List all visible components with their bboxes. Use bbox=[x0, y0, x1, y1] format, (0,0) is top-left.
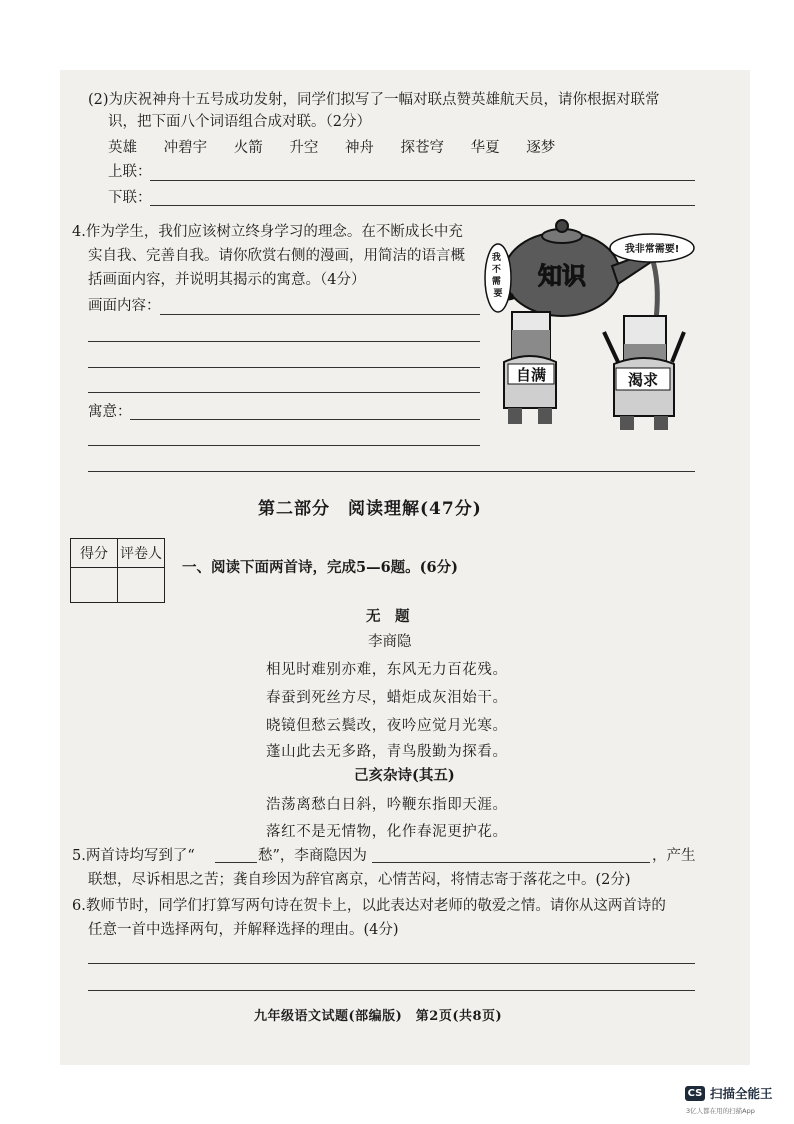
q5-blank-1[interactable] bbox=[215, 862, 257, 863]
picture-content-label: 画面内容： bbox=[88, 298, 161, 314]
bubble-char: 需 bbox=[491, 277, 501, 287]
upper-couplet-answer-line[interactable] bbox=[150, 180, 695, 181]
left-person-label: 自满 bbox=[515, 366, 547, 384]
q5-blank-2[interactable] bbox=[372, 862, 650, 863]
word: 火箭 bbox=[233, 140, 263, 156]
score-header: 得分 bbox=[71, 539, 118, 568]
answer-line[interactable] bbox=[160, 314, 480, 315]
poem-line: 春蚕到死丝方尽，蜡炬成灰泪始干。 bbox=[266, 690, 508, 706]
poem-line: 相见时难别亦难，东风无力百花残。 bbox=[266, 662, 508, 678]
right-bubble-text: 我非常需要! bbox=[624, 244, 680, 255]
word: 英雄 bbox=[108, 140, 137, 156]
answer-line[interactable] bbox=[88, 445, 480, 446]
part2-title: 第二部分 阅读理解(47分) bbox=[258, 499, 482, 519]
poem1-title: 无 题 bbox=[366, 608, 410, 625]
cartoon-illustration bbox=[484, 212, 696, 434]
answer-line[interactable] bbox=[88, 341, 480, 342]
lower-couplet-answer-line[interactable] bbox=[150, 205, 695, 206]
word: 升空 bbox=[289, 140, 319, 156]
score-box bbox=[70, 538, 165, 603]
q4-line3: 括画面内容，并说明其揭示的寓意。（4分） bbox=[88, 272, 366, 288]
bubble-char: 要 bbox=[493, 289, 503, 299]
q3-2-prompt-line2: 识，把下面八个词语组合成对联。（2分） bbox=[108, 114, 371, 130]
answer-line[interactable] bbox=[88, 471, 695, 472]
upper-couplet-label: 上联： bbox=[108, 164, 152, 180]
word: 逐梦 bbox=[526, 140, 556, 156]
poem-line: 蓬山此去无多路，青鸟殷勤为探看。 bbox=[266, 744, 508, 760]
answer-line[interactable] bbox=[88, 990, 695, 991]
right-person-label: 渴求 bbox=[627, 371, 659, 389]
word: 冲碧宇 bbox=[163, 140, 208, 156]
q5-line2: 联想，尽诉相思之苦；龚自珍因为辞官离京，心情苦闷，将情志寄于落花之中。(2分) bbox=[88, 872, 631, 888]
q5-part-b: 愁”，李商隐因为 bbox=[258, 848, 367, 864]
word: 探苍穹 bbox=[400, 140, 445, 156]
scanner-logo-icon: CS bbox=[685, 1086, 705, 1101]
score-cell[interactable] bbox=[71, 568, 118, 603]
q3-2-word-list bbox=[108, 138, 577, 158]
q6-line1: 6.教师节时，同学们打算写两句诗在贺卡上，以此表达对老师的敬爱之情。请你从这两首诗的 bbox=[72, 898, 666, 914]
q5-part-a: 5.两首诗均写到了“ bbox=[72, 848, 195, 864]
pouring-stream bbox=[652, 258, 657, 320]
grader-cell[interactable] bbox=[118, 568, 165, 603]
grader-header: 评卷人 bbox=[118, 539, 165, 568]
word: 华夏 bbox=[470, 140, 500, 156]
q4-line2: 实自我、完善自我。请你欣赏右侧的漫画，用简洁的语言概 bbox=[88, 248, 465, 264]
poem-line: 落红不是无情物，化作春泥更护花。 bbox=[266, 824, 508, 840]
poem-line: 晓镜但愁云鬓改，夜吟应觉月光寒。 bbox=[266, 718, 508, 734]
poem1-author: 李商隐 bbox=[368, 634, 412, 650]
q5-part-c: ，产生 bbox=[652, 848, 696, 864]
teapot-label: 知识 bbox=[538, 262, 586, 290]
scanner-tagline: 3亿人都在用的扫描App bbox=[686, 1107, 755, 1115]
q4-line1: 4.作为学生，我们应该树立终身学习的理念。在不断成长中充 bbox=[72, 224, 463, 240]
meaning-label: 寓意： bbox=[88, 404, 132, 420]
lower-couplet-label: 下联： bbox=[108, 190, 152, 206]
answer-line[interactable] bbox=[130, 419, 480, 420]
bubble-char: 我 bbox=[491, 253, 501, 263]
scanner-brand: 扫描全能王 bbox=[710, 1086, 773, 1101]
poem2-title: 己亥杂诗(其五) bbox=[354, 767, 455, 784]
poem-line: 浩荡离愁白日斜，吟鞭东指即天涯。 bbox=[266, 797, 508, 813]
answer-line[interactable] bbox=[88, 367, 480, 368]
bubble-char: 不 bbox=[491, 265, 501, 275]
page-footer: 九年级语文试题(部编版) 第2页(共8页) bbox=[254, 1009, 503, 1024]
word: 神舟 bbox=[344, 140, 374, 156]
q3-2-prompt-line1: (2)为庆祝神舟十五号成功发射，同学们拟写了一幅对联点赞英雄航天员，请你根据对联常 bbox=[88, 92, 660, 108]
answer-line[interactable] bbox=[88, 392, 480, 393]
section1-title: 一、阅读下面两首诗，完成5—6题。(6分) bbox=[182, 559, 458, 576]
q6-line2: 任意一首中选择两句，并解释选择的理由。(4分) bbox=[88, 922, 399, 938]
answer-line[interactable] bbox=[88, 963, 695, 964]
